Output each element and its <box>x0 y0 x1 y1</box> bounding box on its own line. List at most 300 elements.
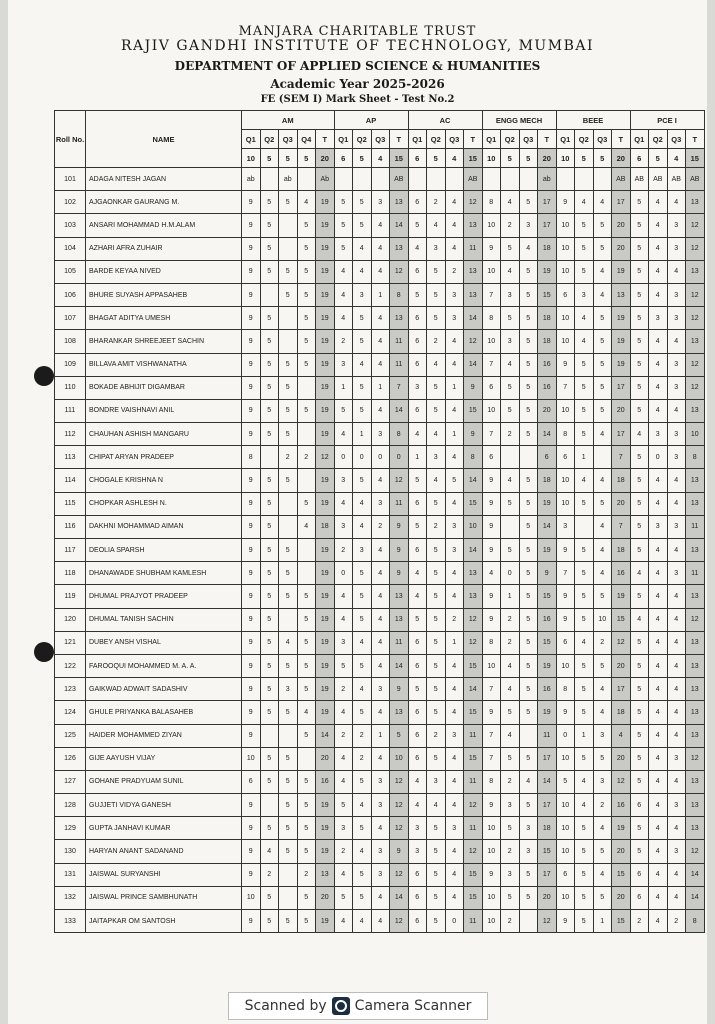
total-mark-cell: 12 <box>464 840 483 863</box>
mark-cell <box>279 237 298 260</box>
total-mark-cell: 17 <box>538 191 557 214</box>
mark-cell: 5 <box>593 399 612 422</box>
roll-no-cell: 111 <box>55 399 86 422</box>
mark-cell: 9 <box>482 585 501 608</box>
total-mark-cell: 20 <box>612 399 631 422</box>
mark-cell: 4 <box>371 353 390 376</box>
mark-cell: 6 <box>408 260 427 283</box>
student-name-cell: DHUMAL PRAJYOT PRADEEP <box>86 585 242 608</box>
mark-cell: 5 <box>260 307 279 330</box>
mark-cell <box>297 562 316 585</box>
total-mark-cell: 19 <box>612 817 631 840</box>
mark-cell: 10 <box>482 330 501 353</box>
total-mark-cell: 19 <box>316 585 335 608</box>
mark-cell: 5 <box>630 678 649 701</box>
mark-cell: 4 <box>667 585 686 608</box>
mark-cell: 2 <box>445 260 464 283</box>
mark-cell: 9 <box>242 701 261 724</box>
mark-cell: 3 <box>649 515 668 538</box>
mark-cell: 7 <box>556 562 575 585</box>
mark-cell: 5 <box>279 654 298 677</box>
mark-cell <box>482 168 501 191</box>
total-mark-cell: 19 <box>316 330 335 353</box>
mark-cell: 4 <box>371 608 390 631</box>
question-header: Q2 <box>649 130 668 149</box>
mark-cell: 5 <box>501 701 520 724</box>
mark-cell: 1 <box>371 376 390 399</box>
mark-cell: 5 <box>630 330 649 353</box>
mark-cell: 4 <box>334 910 353 933</box>
mark-cell: 3 <box>667 562 686 585</box>
total-mark-cell: 13 <box>686 701 705 724</box>
total-mark-cell: 15 <box>538 585 557 608</box>
mark-cell: 9 <box>242 817 261 840</box>
total-mark-cell: 11 <box>686 515 705 538</box>
mark-cell: 4 <box>445 770 464 793</box>
mark-cell: 2 <box>501 608 520 631</box>
max-marks-header: 6 <box>334 149 353 168</box>
mark-cell: 7 <box>482 747 501 770</box>
mark-cell: 5 <box>427 910 446 933</box>
student-name-cell: BHURE SUYASH APPASAHEB <box>86 283 242 306</box>
mark-cell: 5 <box>427 492 446 515</box>
mark-cell: 4 <box>260 840 279 863</box>
student-row <box>55 469 705 492</box>
mark-cell: 8 <box>482 770 501 793</box>
mark-cell: 3 <box>445 283 464 306</box>
student-name-cell: BILLAVA AMIT VISHWANATHA <box>86 353 242 376</box>
mark-cell: 3 <box>501 794 520 817</box>
max-marks-header: 5 <box>575 149 594 168</box>
mark-cell: 4 <box>649 863 668 886</box>
trust-name: MANJARA CHARITABLE TRUST <box>238 24 477 39</box>
student-row <box>55 260 705 283</box>
mark-cell: 3 <box>334 515 353 538</box>
total-mark-cell: 15 <box>538 840 557 863</box>
total-mark-cell: 19 <box>612 307 631 330</box>
roll-no-cell: 115 <box>55 492 86 515</box>
mark-cell: 5 <box>427 585 446 608</box>
total-mark-cell: 13 <box>686 469 705 492</box>
mark-cell: 4 <box>445 399 464 422</box>
total-mark-cell: 12 <box>686 747 705 770</box>
mark-cell: 5 <box>260 608 279 631</box>
total-mark-cell: 12 <box>390 260 409 283</box>
roll-no-cell: 110 <box>55 376 86 399</box>
total-mark-cell: 13 <box>390 608 409 631</box>
mark-cell: 5 <box>630 724 649 747</box>
mark-cell: 4 <box>593 283 612 306</box>
mark-cell: 3 <box>667 515 686 538</box>
total-mark-cell: 15 <box>612 608 631 631</box>
mark-cell: 9 <box>482 539 501 562</box>
mark-cell: 2 <box>593 631 612 654</box>
mark-cell: 6 <box>556 631 575 654</box>
mark-cell: 2 <box>334 678 353 701</box>
total-mark-cell: 11 <box>464 817 483 840</box>
student-row <box>55 168 705 191</box>
max-marks-header: 4 <box>667 149 686 168</box>
total-mark-cell: 19 <box>538 654 557 677</box>
mark-cell: 10 <box>242 886 261 909</box>
mark-cell: 6 <box>408 399 427 422</box>
mark-cell <box>297 376 316 399</box>
total-mark-cell: 14 <box>464 539 483 562</box>
student-name-cell: BARDE KEYAA NIVED <box>86 260 242 283</box>
roll-no-cell: 108 <box>55 330 86 353</box>
mark-cell: 5 <box>575 539 594 562</box>
student-row <box>55 539 705 562</box>
total-mark-cell: 4 <box>612 724 631 747</box>
mark-cell: 9 <box>242 562 261 585</box>
student-row <box>55 307 705 330</box>
mark-cell: 0 <box>501 562 520 585</box>
mark-cell: 1 <box>353 423 372 446</box>
total-mark-cell: 13 <box>390 237 409 260</box>
mark-cell: 5 <box>260 469 279 492</box>
mark-cell: 4 <box>667 817 686 840</box>
mark-cell: 5 <box>260 631 279 654</box>
mark-cell: 3 <box>667 840 686 863</box>
mark-cell: 4 <box>630 562 649 585</box>
max-marks-header: 10 <box>556 149 575 168</box>
total-mark-cell: 19 <box>316 353 335 376</box>
student-row <box>55 214 705 237</box>
mark-cell: 5 <box>630 307 649 330</box>
mark-cell: 9 <box>482 701 501 724</box>
mark-cell: 5 <box>630 585 649 608</box>
mark-cell: 4 <box>649 770 668 793</box>
total-mark-cell: 14 <box>464 307 483 330</box>
mark-cell: 4 <box>297 191 316 214</box>
mark-cell: 10 <box>482 840 501 863</box>
mark-cell: 5 <box>630 353 649 376</box>
total-mark-cell: 11 <box>390 631 409 654</box>
mark-cell: 5 <box>427 608 446 631</box>
total-mark-cell: 18 <box>538 330 557 353</box>
mark-cell: 5 <box>297 817 316 840</box>
mark-cell: 5 <box>297 214 316 237</box>
roll-no-cell: 112 <box>55 423 86 446</box>
mark-cell: 9 <box>242 237 261 260</box>
mark-cell: 5 <box>575 562 594 585</box>
total-mark-cell: 12 <box>390 863 409 886</box>
mark-cell: 5 <box>297 330 316 353</box>
mark-cell: 5 <box>334 191 353 214</box>
mark-cell: AB <box>649 168 668 191</box>
mark-cell: 10 <box>482 260 501 283</box>
mark-cell: 2 <box>371 515 390 538</box>
mark-cell: 4 <box>371 539 390 562</box>
mark-cell: 2 <box>445 608 464 631</box>
academic-year: Academic Year 2025-2026 <box>270 77 445 91</box>
mark-cell: 4 <box>353 353 372 376</box>
mark-cell: 5 <box>297 724 316 747</box>
question-header: Q1 <box>630 130 649 149</box>
mark-cell: 9 <box>242 353 261 376</box>
mark-cell: 5 <box>630 701 649 724</box>
total-mark-cell: 13 <box>316 863 335 886</box>
mark-cell: 5 <box>501 539 520 562</box>
question-header: T <box>686 130 705 149</box>
mark-cell: 4 <box>649 562 668 585</box>
total-mark-cell: 15 <box>612 910 631 933</box>
question-header: Q3 <box>667 130 686 149</box>
mark-cell: 4 <box>371 817 390 840</box>
mark-cell: 6 <box>408 330 427 353</box>
mark-cell: 5 <box>575 701 594 724</box>
student-row <box>55 608 705 631</box>
mark-cell: 5 <box>556 770 575 793</box>
total-mark-cell: 13 <box>464 562 483 585</box>
mark-cell: 2 <box>279 446 298 469</box>
total-mark-cell: 18 <box>538 307 557 330</box>
mark-cell: 4 <box>575 307 594 330</box>
mark-cell: 5 <box>279 283 298 306</box>
mark-cell: 4 <box>445 585 464 608</box>
total-mark-cell: 20 <box>316 747 335 770</box>
total-mark-cell: 19 <box>316 678 335 701</box>
total-mark-cell: 13 <box>686 631 705 654</box>
mark-cell: 4 <box>649 353 668 376</box>
student-name-cell: FAROOQUI MOHAMMED M. A. A. <box>86 654 242 677</box>
mark-cell: 4 <box>353 260 372 283</box>
mark-cell: 5 <box>279 701 298 724</box>
student-name-cell: JAISWAL PRINCE SAMBHUNATH <box>86 886 242 909</box>
mark-cell: 4 <box>334 260 353 283</box>
mark-cell: 4 <box>371 654 390 677</box>
mark-cell: 4 <box>371 399 390 422</box>
mark-cell: 4 <box>371 631 390 654</box>
mark-cell: 3 <box>445 515 464 538</box>
mark-cell: 9 <box>556 191 575 214</box>
mark-cell: 5 <box>575 399 594 422</box>
student-name-cell: CHIPAT ARYAN PRADEEP <box>86 446 242 469</box>
total-mark-cell: Ab <box>316 168 335 191</box>
mark-cell: 5 <box>519 585 538 608</box>
mark-cell: 4 <box>334 747 353 770</box>
mark-cell: 5 <box>519 492 538 515</box>
roll-no-cell: 120 <box>55 608 86 631</box>
mark-cell: 5 <box>260 260 279 283</box>
mark-cell: 5 <box>630 654 649 677</box>
mark-cell: 9 <box>482 492 501 515</box>
mark-cell: 5 <box>353 376 372 399</box>
mark-cell: 2 <box>593 794 612 817</box>
question-header: Q2 <box>260 130 279 149</box>
question-header: Q3 <box>279 130 298 149</box>
mark-cell: 6 <box>408 492 427 515</box>
total-mark-cell: AB <box>612 168 631 191</box>
mark-cell: 6 <box>408 307 427 330</box>
total-mark-cell: 14 <box>464 469 483 492</box>
mark-cell: 3 <box>445 307 464 330</box>
mark-cell: 5 <box>427 399 446 422</box>
mark-cell: 5 <box>519 399 538 422</box>
mark-cell: 3 <box>408 817 427 840</box>
mark-cell: 3 <box>427 237 446 260</box>
mark-cell: 2 <box>501 423 520 446</box>
mark-cell: 4 <box>353 910 372 933</box>
mark-cell: 3 <box>445 724 464 747</box>
mark-cell: 3 <box>501 283 520 306</box>
mark-cell: 5 <box>260 910 279 933</box>
total-mark-cell: 12 <box>390 910 409 933</box>
total-mark-cell: 20 <box>612 492 631 515</box>
mark-cell: 4 <box>593 423 612 446</box>
student-name-cell: GHULE PRIYANKA BALASAHEB <box>86 701 242 724</box>
student-row <box>55 817 705 840</box>
question-header: Q3 <box>445 130 464 149</box>
mark-cell: 10 <box>556 654 575 677</box>
mark-cell: 4 <box>575 770 594 793</box>
total-mark-cell: 12 <box>686 376 705 399</box>
mark-cell: 5 <box>427 701 446 724</box>
mark-cell <box>279 515 298 538</box>
roll-no-cell: 101 <box>55 168 86 191</box>
mark-cell: 4 <box>649 654 668 677</box>
mark-cell <box>334 168 353 191</box>
mark-cell: 4 <box>408 423 427 446</box>
mark-cell: 4 <box>649 492 668 515</box>
mark-cell: 8 <box>242 446 261 469</box>
mark-cell: 10 <box>556 747 575 770</box>
total-mark-cell: 5 <box>390 724 409 747</box>
mark-cell: 4 <box>649 910 668 933</box>
total-mark-cell: 19 <box>612 330 631 353</box>
student-row <box>55 654 705 677</box>
total-mark-cell: 9 <box>390 515 409 538</box>
max-marks-header: 5 <box>501 149 520 168</box>
total-mark-cell: 13 <box>686 817 705 840</box>
mark-cell: 4 <box>630 423 649 446</box>
mark-cell: 5 <box>427 863 446 886</box>
question-header: T <box>538 130 557 149</box>
total-mark-cell: 19 <box>316 608 335 631</box>
punch-hole-bottom <box>34 642 54 662</box>
mark-cell: 5 <box>353 562 372 585</box>
mark-cell: 1 <box>408 446 427 469</box>
mark-cell: 5 <box>593 492 612 515</box>
mark-cell: 9 <box>242 539 261 562</box>
max-marks-header: 5 <box>427 149 446 168</box>
name-header: NAME <box>86 111 242 168</box>
roll-no-cell: 107 <box>55 307 86 330</box>
total-mark-cell: 10 <box>464 515 483 538</box>
mark-cell: 5 <box>519 469 538 492</box>
mark-cell: 4 <box>667 492 686 515</box>
mark-cell: 6 <box>408 747 427 770</box>
mark-cell: 5 <box>260 747 279 770</box>
camera-scanner-logo-icon <box>332 997 350 1015</box>
mark-cell <box>260 168 279 191</box>
mark-cell: 6 <box>630 794 649 817</box>
total-mark-cell: 15 <box>464 747 483 770</box>
mark-cell: 5 <box>260 492 279 515</box>
mark-cell <box>501 446 520 469</box>
mark-cell: 5 <box>630 840 649 863</box>
mark-cell: 5 <box>630 260 649 283</box>
mark-cell: 5 <box>519 794 538 817</box>
marks-table <box>54 110 705 933</box>
total-mark-cell: 14 <box>464 353 483 376</box>
roll-no-cell: 104 <box>55 237 86 260</box>
total-mark-cell: 16 <box>538 353 557 376</box>
mark-cell: 4 <box>371 910 390 933</box>
mark-cell: 5 <box>279 469 298 492</box>
question-header: Q1 <box>408 130 427 149</box>
mark-cell: 5 <box>519 863 538 886</box>
total-mark-cell: 12 <box>686 353 705 376</box>
mark-cell: AB <box>630 168 649 191</box>
mark-cell: 3 <box>427 446 446 469</box>
mark-cell: 5 <box>297 770 316 793</box>
mark-cell: 5 <box>279 191 298 214</box>
total-mark-cell: 15 <box>464 399 483 422</box>
max-marks-header: 6 <box>630 149 649 168</box>
mark-cell: 2 <box>667 910 686 933</box>
mark-cell: 6 <box>408 353 427 376</box>
mark-cell: 3 <box>667 353 686 376</box>
mark-cell: 4 <box>667 539 686 562</box>
total-mark-cell: 12 <box>686 307 705 330</box>
total-mark-cell: 13 <box>612 283 631 306</box>
mark-cell: 5 <box>575 237 594 260</box>
mark-cell: 5 <box>260 191 279 214</box>
mark-cell <box>519 910 538 933</box>
total-mark-cell: 11 <box>464 770 483 793</box>
total-mark-cell: 12 <box>464 794 483 817</box>
mark-cell: 5 <box>408 469 427 492</box>
total-mark-cell: 17 <box>538 794 557 817</box>
mark-cell: 5 <box>408 515 427 538</box>
mark-cell: 4 <box>667 330 686 353</box>
roll-no-cell: 122 <box>55 654 86 677</box>
mark-cell: 9 <box>482 469 501 492</box>
department-name: DEPARTMENT OF APPLIED SCIENCE & HUMANITIES <box>174 59 541 73</box>
mark-cell: 6 <box>408 654 427 677</box>
total-mark-cell: 19 <box>316 539 335 562</box>
mark-cell: 6 <box>408 724 427 747</box>
mark-cell: 3 <box>649 307 668 330</box>
mark-cell: 10 <box>482 886 501 909</box>
mark-cell: 4 <box>445 353 464 376</box>
total-mark-cell: 8 <box>686 910 705 933</box>
mark-cell: 3 <box>408 376 427 399</box>
mark-cell: 4 <box>445 191 464 214</box>
total-mark-cell: 12 <box>464 631 483 654</box>
mark-cell: 5 <box>260 770 279 793</box>
max-marks-header: 5 <box>649 149 668 168</box>
total-mark-cell: 19 <box>316 794 335 817</box>
total-mark-cell: 12 <box>464 330 483 353</box>
student-row <box>55 770 705 793</box>
mark-cell: 3 <box>519 840 538 863</box>
total-mark-cell: 11 <box>390 330 409 353</box>
mark-cell: 10 <box>556 399 575 422</box>
mark-cell: 5 <box>353 886 372 909</box>
mark-cell: 3 <box>371 423 390 446</box>
mark-cell <box>445 168 464 191</box>
mark-cell: 3 <box>334 631 353 654</box>
mark-cell: 4 <box>353 840 372 863</box>
mark-cell: 4 <box>649 539 668 562</box>
mark-cell: 5 <box>297 794 316 817</box>
punch-hole-top <box>34 366 54 386</box>
total-mark-cell: 19 <box>538 701 557 724</box>
roll-no-cell: 117 <box>55 539 86 562</box>
question-header: Q2 <box>575 130 594 149</box>
